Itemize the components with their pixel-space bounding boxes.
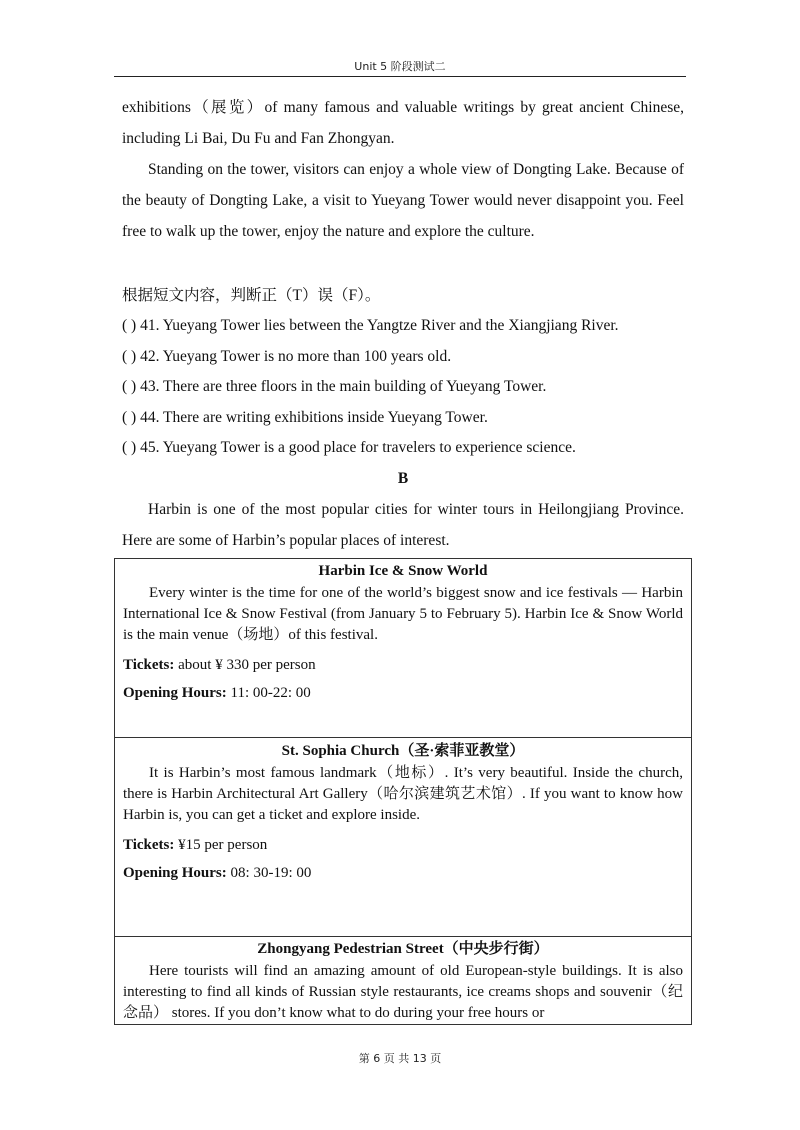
place-description: Here tourists will find an amazing amount of old European-style buildings. It is also interesting to find all kinds of Russian style restaurants, ice creams shops and souvenir（纪念品） stores. If you don’t know what to do during your free hours or — [123, 963, 683, 1021]
place-hours: Opening Hours: 08: 30-19: 00 — [123, 865, 312, 881]
questions-block — [122, 280, 684, 556]
place-hours: Opening Hours: 11: 00-22: 00 — [123, 685, 311, 701]
question-44 — [122, 403, 684, 434]
place-tickets: Tickets: about ¥ 330 per person — [123, 657, 316, 673]
question-42 — [122, 342, 684, 373]
question-text: 42. Yueyang Tower is no more than 100 years old. — [140, 347, 452, 365]
places-table — [114, 558, 692, 1025]
instruction-text: 根据短文内容，判断正（T）误（F）。 — [122, 287, 381, 304]
answer-bracket[interactable]: ( ) — [122, 317, 137, 334]
question-45 — [122, 433, 684, 464]
table-row — [115, 559, 692, 738]
place-title: Harbin Ice & Snow World — [318, 563, 488, 579]
place-title: St. Sophia Church（圣·索菲亚教堂） — [281, 743, 525, 759]
question-41 — [122, 311, 684, 342]
place-description: Every winter is the time for one of the world’s biggest snow and ice festivals — Harbin International Ice & Snow Festival (from January 5 to February 5). Harbin Ice & Snow World is the main venue（场地）of this festival. — [123, 585, 683, 643]
question-text: 44. There are writing exhibitions inside Yueyang Tower. — [140, 408, 488, 426]
question-text: 41. Yueyang Tower lies between the Yangtze River and the Xiangjiang River. — [140, 317, 619, 334]
place-description: It is Harbin’s most famous landmark（地标）. It’s very beautiful. Inside the church, there is Harbin Architectural Art Gallery（哈尔滨建筑艺术馆）. If you want to know how Harbin is, you can get a ticket and explore inside. — [123, 765, 683, 823]
answer-bracket[interactable]: ( ) — [122, 378, 137, 395]
section-b-label: B — [397, 469, 409, 487]
passage-a-paragraph-1: exhibitions（展览）of many famous and valuable writings by great ancient Chinese, including Li Bai, Du Fu and Fan Zhongyan. — [122, 99, 684, 147]
header-rule — [114, 76, 686, 77]
place-cell-zhongyang-street — [115, 937, 692, 1025]
place-tickets: Tickets: ¥15 per person — [123, 837, 268, 853]
page-header: Unit 5 阶段测试二 — [354, 60, 446, 73]
table-row — [115, 937, 692, 1025]
question-43 — [122, 372, 684, 403]
answer-bracket[interactable]: ( ) — [122, 439, 137, 456]
page-footer: 第 6 页 共 13 页 — [358, 1052, 442, 1065]
place-cell-st-sophia-church — [115, 738, 692, 937]
passage-a — [122, 92, 684, 247]
question-text: 43. There are three floors in the main building of Yueyang Tower. — [140, 378, 547, 395]
answer-bracket[interactable]: ( ) — [122, 347, 137, 365]
passage-a-paragraph-2: Standing on the tower, visitors can enjoy a whole view of Dongting Lake. Because of the beauty of Dongting Lake, a visit to Yueyang Tower would never disappoint you. Feel free to walk up the tower, enjoy the nature and explore the culture. — [122, 161, 684, 240]
place-cell-ice-snow-world — [115, 559, 692, 738]
answer-bracket[interactable]: ( ) — [122, 408, 137, 426]
table-row — [115, 738, 692, 937]
place-title: Zhongyang Pedestrian Street（中央步行街） — [257, 941, 549, 957]
section-b-intro: Harbin is one of the most popular cities for winter tours in Heilongjiang Province. Here are some of Harbin’s popular places of interest. — [122, 500, 684, 549]
question-text: 45. Yueyang Tower is a good place for travelers to experience science. — [140, 439, 576, 456]
